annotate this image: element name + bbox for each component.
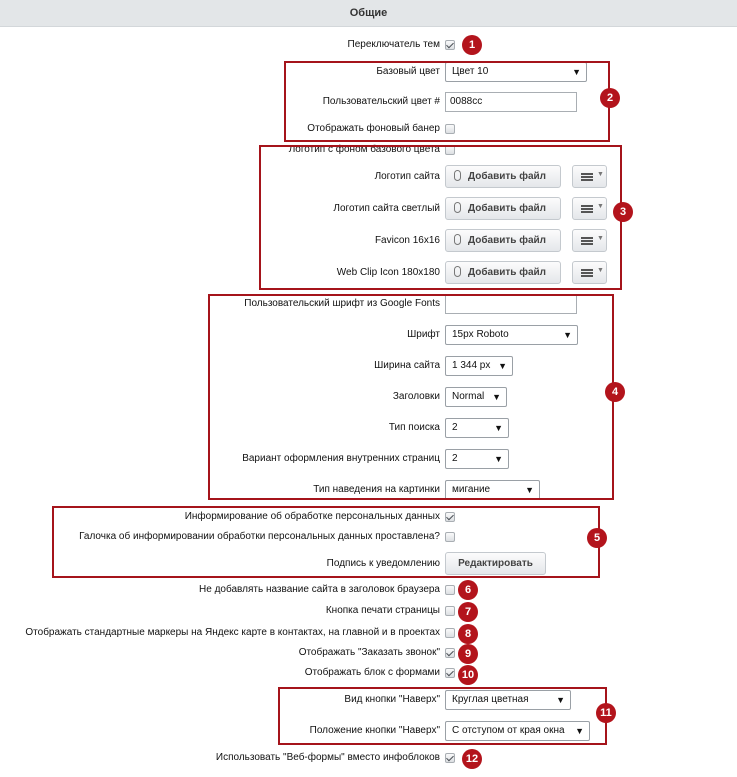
- inner-pages-label: Вариант оформления внутренних страниц: [242, 453, 440, 464]
- base-color-label: Базовый цвет: [376, 66, 440, 77]
- badge-4: 4: [605, 382, 625, 402]
- personal-info-label: Информирование об обработке персональных данных: [184, 511, 440, 522]
- annotation-box-5: [52, 506, 600, 578]
- favicon-label: Favicon 16x16: [374, 235, 440, 246]
- badge-12: 12: [462, 749, 482, 769]
- web-forms-checkbox[interactable]: [445, 753, 455, 763]
- annotation-box-3: [259, 145, 622, 290]
- add-file-label: Добавить файл: [468, 203, 547, 214]
- personal-checkbox-label: Галочка об информировании обработки персональных данных проставлена?: [79, 531, 440, 542]
- site-logo-light-label: Логотип сайта светлый: [333, 203, 440, 214]
- yandex-markers-label: Отображать стандартные маркеры на Яндекс карте в контактах, на главной и в проектах: [25, 627, 440, 638]
- logo-base-bg-label: Логотип с фоном базового цвета: [288, 144, 440, 155]
- add-file-label: Добавить файл: [468, 171, 547, 182]
- site-width-value: 1 344 px: [452, 360, 491, 371]
- edit-button[interactable]: Редактировать: [445, 552, 546, 575]
- custom-color-input[interactable]: 0088cc: [445, 92, 577, 112]
- print-button-label: Кнопка печати страницы: [325, 605, 440, 616]
- caret-down-icon: ▼: [597, 235, 604, 242]
- chevron-down-icon: ▼: [575, 726, 584, 736]
- custom-color-label: Пользовательский цвет #: [322, 96, 440, 107]
- chevron-down-icon: ▼: [572, 67, 581, 77]
- section-title: Общие: [349, 7, 388, 19]
- theme-switch-checkbox[interactable]: [445, 40, 455, 50]
- font-label: Шрифт: [407, 329, 440, 340]
- chevron-down-icon: ▼: [563, 330, 572, 340]
- caret-down-icon: ▼: [597, 267, 604, 274]
- badge-9: 9: [458, 644, 478, 664]
- inner-pages-value: 2: [452, 453, 458, 464]
- badge-5: 5: [587, 528, 607, 548]
- order-call-label: Отображать "Заказать звонок": [298, 647, 440, 658]
- chevron-down-icon: ▼: [492, 392, 501, 402]
- add-file-label: Добавить файл: [468, 267, 547, 278]
- order-call-checkbox[interactable]: [445, 648, 455, 658]
- badge-3: 3: [613, 202, 633, 222]
- search-type-value: 2: [452, 422, 458, 433]
- up-view-label: Вид кнопки "Наверх": [344, 694, 440, 705]
- chevron-down-icon: ▼: [494, 454, 503, 464]
- headings-label: Заголовки: [392, 391, 440, 402]
- badge-1: 1: [462, 35, 482, 55]
- webclip-label: Web Clip Icon 180x180: [336, 267, 440, 278]
- google-font-label: Пользовательский шрифт из Google Fonts: [244, 298, 440, 309]
- no-site-name-label: Не добавлять название сайта в заголовок браузера: [199, 584, 440, 595]
- no-site-name-checkbox[interactable]: [445, 585, 455, 595]
- badge-7: 7: [458, 602, 478, 622]
- bg-banner-label: Отображать фоновый банер: [307, 123, 440, 134]
- forms-block-checkbox[interactable]: [445, 668, 455, 678]
- up-view-value: Круглая цветная: [452, 694, 529, 705]
- chevron-down-icon: ▼: [494, 423, 503, 433]
- chevron-down-icon: ▼: [498, 361, 507, 371]
- up-position-value: С отступом от края окна: [452, 725, 565, 736]
- section-header: [0, 0, 737, 27]
- badge-6: 6: [458, 580, 478, 600]
- yandex-markers-checkbox[interactable]: [445, 628, 455, 638]
- annotation-box-4: [208, 294, 614, 500]
- badge-2: 2: [600, 88, 620, 108]
- font-value: 15px Roboto: [452, 329, 509, 340]
- badge-8: 8: [458, 624, 478, 644]
- hover-type-value: мигание: [452, 484, 491, 495]
- hover-type-label: Тип наведения на картинки: [313, 484, 440, 495]
- print-button-checkbox[interactable]: [445, 606, 455, 616]
- site-width-label: Ширина сайта: [374, 360, 440, 371]
- headings-value: Normal: [452, 391, 485, 402]
- annotation-box-2: [284, 61, 610, 142]
- chevron-down-icon: ▼: [556, 695, 565, 705]
- forms-block-label: Отображать блок с формами: [304, 667, 440, 678]
- search-type-label: Тип поиска: [388, 422, 440, 433]
- caret-down-icon: ▼: [597, 171, 604, 178]
- web-forms-label: Использовать "Веб-формы" вместо инфоблоков: [215, 752, 440, 763]
- badge-11: 11: [596, 703, 616, 723]
- site-logo-label: Логотип сайта: [374, 171, 440, 182]
- add-file-label: Добавить файл: [468, 235, 547, 246]
- caret-down-icon: ▼: [597, 203, 604, 210]
- base-color-value: Цвет 10: [452, 66, 489, 77]
- annotation-box-11: [278, 687, 607, 745]
- badge-10: 10: [458, 665, 478, 685]
- theme-switch-label: Переключатель тем: [347, 39, 440, 50]
- chevron-down-icon: ▼: [525, 485, 534, 495]
- up-position-label: Положение кнопки "Наверх": [309, 725, 440, 736]
- notice-sign-label: Подпись к уведомлению: [326, 558, 440, 569]
